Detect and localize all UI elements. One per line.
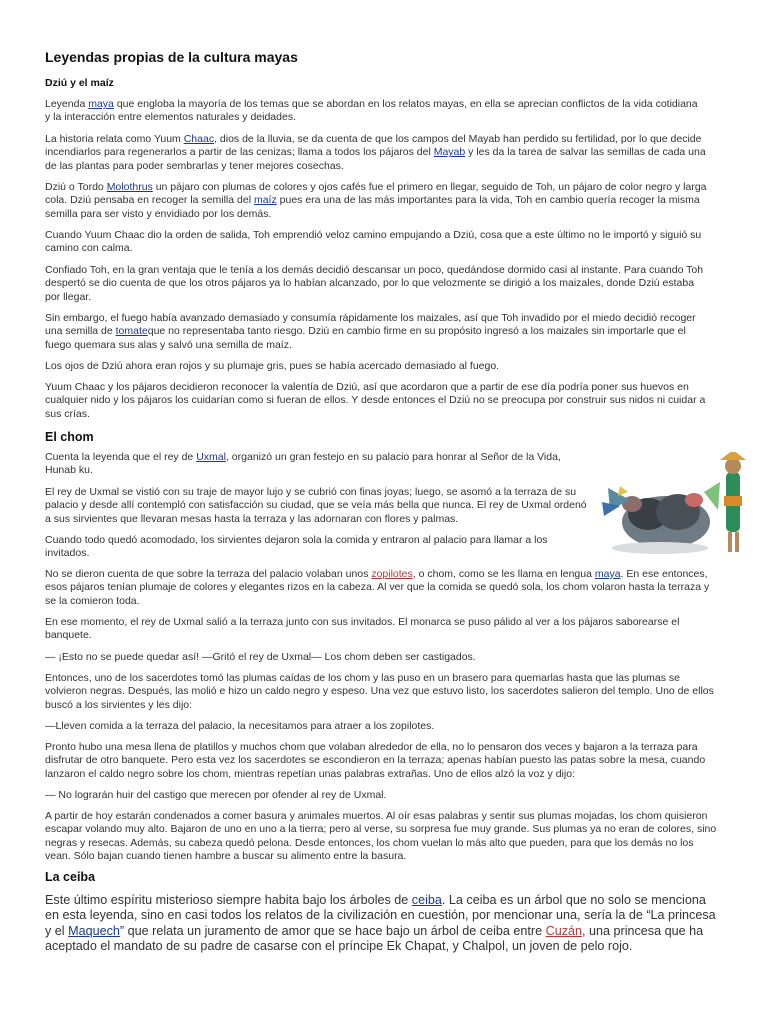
section-heading-chom: El chom [45,430,94,444]
text-run: Dziú o Tordo [45,181,107,193]
text-run: , organizó un gran festejo en su palacio para honrar al Señor de la Vida, Hunab ku. [45,451,561,477]
vultures-illustration [600,452,752,560]
paragraph: Los ojos de Dziú ahora eran rojos y su plumaje gris, pues se había acercado demasiado al fuego. [45,360,500,372]
link-uxmal[interactable]: Uxmal [196,451,226,463]
paragraph: Yuum Chaac y los pájaros decidieron reconocer la valentía de Dziú, así que acordaron que a partir de ese día podría poner sus huevos en cualquier nido y los pájaros los cuidarían como si fueran de ellos. Y desde entonces el Dziú no se preocupa por construir sus nidos ni cuidar a sus crías. [45,381,706,420]
paragraph [45,312,701,352]
section-heading-ceiba: La ceiba [45,870,96,884]
text-run: , dios de la lluvia, se da cuenta de que los campos del Mayab han perdido su fertilidad, por lo que decide incendiarlos para regenerarlos a partir de las cenizas; llama a todos los pájaros del [45,133,702,159]
link-tomate[interactable]: tomate [115,325,148,338]
link-maquech[interactable]: Maquech [68,923,120,938]
link-maya-2[interactable]: maya [594,568,621,580]
text-run: Sin embargo, el fuego había avanzado demasiado y consumía rápidamente los maizales, así que Toh invadido por el miedo decidió recoger una semilla de [45,312,696,338]
paragraph: A partir de hoy estarán condenados a comer basura y animales muertos. Al oír esas palabras y sentir sus plumas mojadas, los chom quisieron escapar volando muy alto. Bajaron de uno en uno a la tierra; pero al verse, su sorpresa fue muy grande. Sus plumas ya no eran de colores, sino negras y resecas. Además, su cabeza quedó pelona. Desde entonces, los chom vuelan lo más alto que pueden, para que los demás no los vean. Sólo bajan cuando tienen hambre a buscar su alimento entre la basura. [45,810,717,863]
text-run: que engloba la mayoría de los temas que se abordan en los relatos mayas, en ella se aprecian conflictos de la vida cotidiana y la interacción entre elementos naturales y deidades. [45,98,698,124]
paragraph: El rey de Uxmal se vistió con su traje de mayor lujo y se cubrió con finas joyas; luego, se asomó a la terraza de su palacio y desde allí contempló con satisfacción su ciudad, que se veía más bella que nunca. El rey de Uxmal ordenó a sus sirvientes que llevaran mesas hasta la terraza y las adornaran con flores y palmas. [45,486,587,525]
link-cuzan[interactable]: Cuzán [545,923,582,938]
text-run: Este último espíritu misterioso siempre habita bajo los árboles de [45,893,412,907]
paragraph [45,893,717,954]
text-run: . La ceiba es un árbol que no solo se menciona en esta leyenda, sino en casi todos los relatos de la civilización en cuestión, por mencionar una, sería la de “La princesa y el [45,893,716,938]
text-run: ” que relata un juramento de amor que se hace bajo un árbol de ceiba entre [119,923,546,938]
text-run: Cuenta la leyenda que el rey de [45,451,197,463]
text-run: , una princesa que ha aceptado el mandato de su padre de casarse con el príncipe Ek Chapat, y Chalpol, un joven de pelo rojo. [45,923,704,953]
page-title: Leyendas propias de la cultura mayas [45,49,298,65]
text-run: . En ese entonces, esos pájaros tenían plumaje de colores y elegantes rizos en la cabeza. Al ver que la comida se quedó sola, los chom volaron hasta la terraza y se la comieron toda. [45,568,710,607]
link-ceiba[interactable]: ceiba [411,893,442,907]
paragraph: — No lograrán huir del castigo que merecen por ofender al rey de Uxmal. [45,789,387,801]
paragraph: Entonces, uno de los sacerdotes tomó las plumas caídas de los chom y las puso en un brasero para quemarlas hasta que las plumas se volvieron negras. Después, las molió e hizo un caldo negro y espeso. Una vez que estuvo listo, los sacerdotes salieron del templo. Uno de ellos buscó a los sirvientes y les dijo: [45,672,714,711]
paragraph: Confiado Toh, en la gran ventaja que le tenía a los demás decidió descansar un poco, quedándose dormido casi al instante. Para cuando Toh despertó se dio cuenta de que los otros pájaros ya lo habían alcanzado, por lo que velozmente se dirigió a los maizales, donde Dziú estaba por llegar. [45,264,704,303]
link-molothrus[interactable]: Molothrus [106,181,153,193]
paragraph [45,451,585,478]
link-chaac[interactable]: Chaac [183,133,215,145]
paragraph: Pronto hubo una mesa llena de platillos y muchos chom que volaban alrededor de ella, no lo pensaron dos veces y bajaron a la terraza para disfrutar de otro banquete. Pero esta vez los sacerdotes se escondieron en la terraza; apenas habían puesto las patas sobre la mesa, cuando lanzaron el caldo negro sobre los chom, mientras repetían unas palabras extrañas. Uno de ellos alzó la voz y dijo: [45,741,706,780]
paragraph: —Lleven comida a la terraza del palacio, la necesitamos para atraer a los zopilotes. [45,720,435,732]
text-run: un pájaro con plumas de colores y ojos cafés fue el primero en llegar, seguido de Toh, un pájaro de color negro y larga cola. Dziú pensaba en recoger la semilla del [45,181,707,207]
text-run: que no representaba tanto riesgo. Dziú en cambio firme en su propósito ingresó a los maizales sin importarle que el fuego quemara sus alas y salvó una semilla de maíz. [45,325,686,351]
paragraph [45,181,707,221]
text-run: pues era una de las más importantes para la vida, Toh en cambio quería recoger la misma semilla para ser visto y envidiado por los demás. [45,194,700,220]
paragraph: En ese momento, el rey de Uxmal salió a la terraza junto con sus invitados. El monarca se puso pálido al ver a los pájaros saborearse el banquete. [45,616,680,642]
paragraph: — ¡Esto no se puede quedar así! —Gritó el rey de Uxmal— Los chom deben ser castigados. [45,651,476,663]
paragraph [45,568,713,608]
link-zopilotes[interactable]: zopilotes [371,568,413,580]
text-run: y les da la tarea de salvar las semillas de cada una de las plantas para poder sembrarlas y tener mejores cosechas. [45,146,706,172]
paragraph [45,98,705,125]
paragraph: Cuando Yuum Chaac dio la orden de salida, Toh emprendió veloz camino empujando a Dziú, cosa que a este último no le importó y siguió su camino con calma. [45,229,702,255]
link-maiz[interactable]: maíz [253,194,277,207]
link-mayab[interactable]: Mayab [433,146,466,159]
section-heading-dziu: Dziú y el maíz [45,77,114,89]
text-run: No se dieron cuenta de que sobre la terraza del palacio volaban unos [45,568,372,580]
text-run: La historia relata como Yuum [45,133,184,145]
paragraph: Cuando todo quedó acomodado, los sirvientes dejaron sola la comida y entraron al palacio para llamar a los invitados. [45,534,548,560]
link-maya[interactable]: maya [88,98,114,110]
text-run: , o chom, como se les llama en lengua [412,568,595,580]
paragraph [45,133,717,173]
text-run: Leyenda [45,98,89,110]
